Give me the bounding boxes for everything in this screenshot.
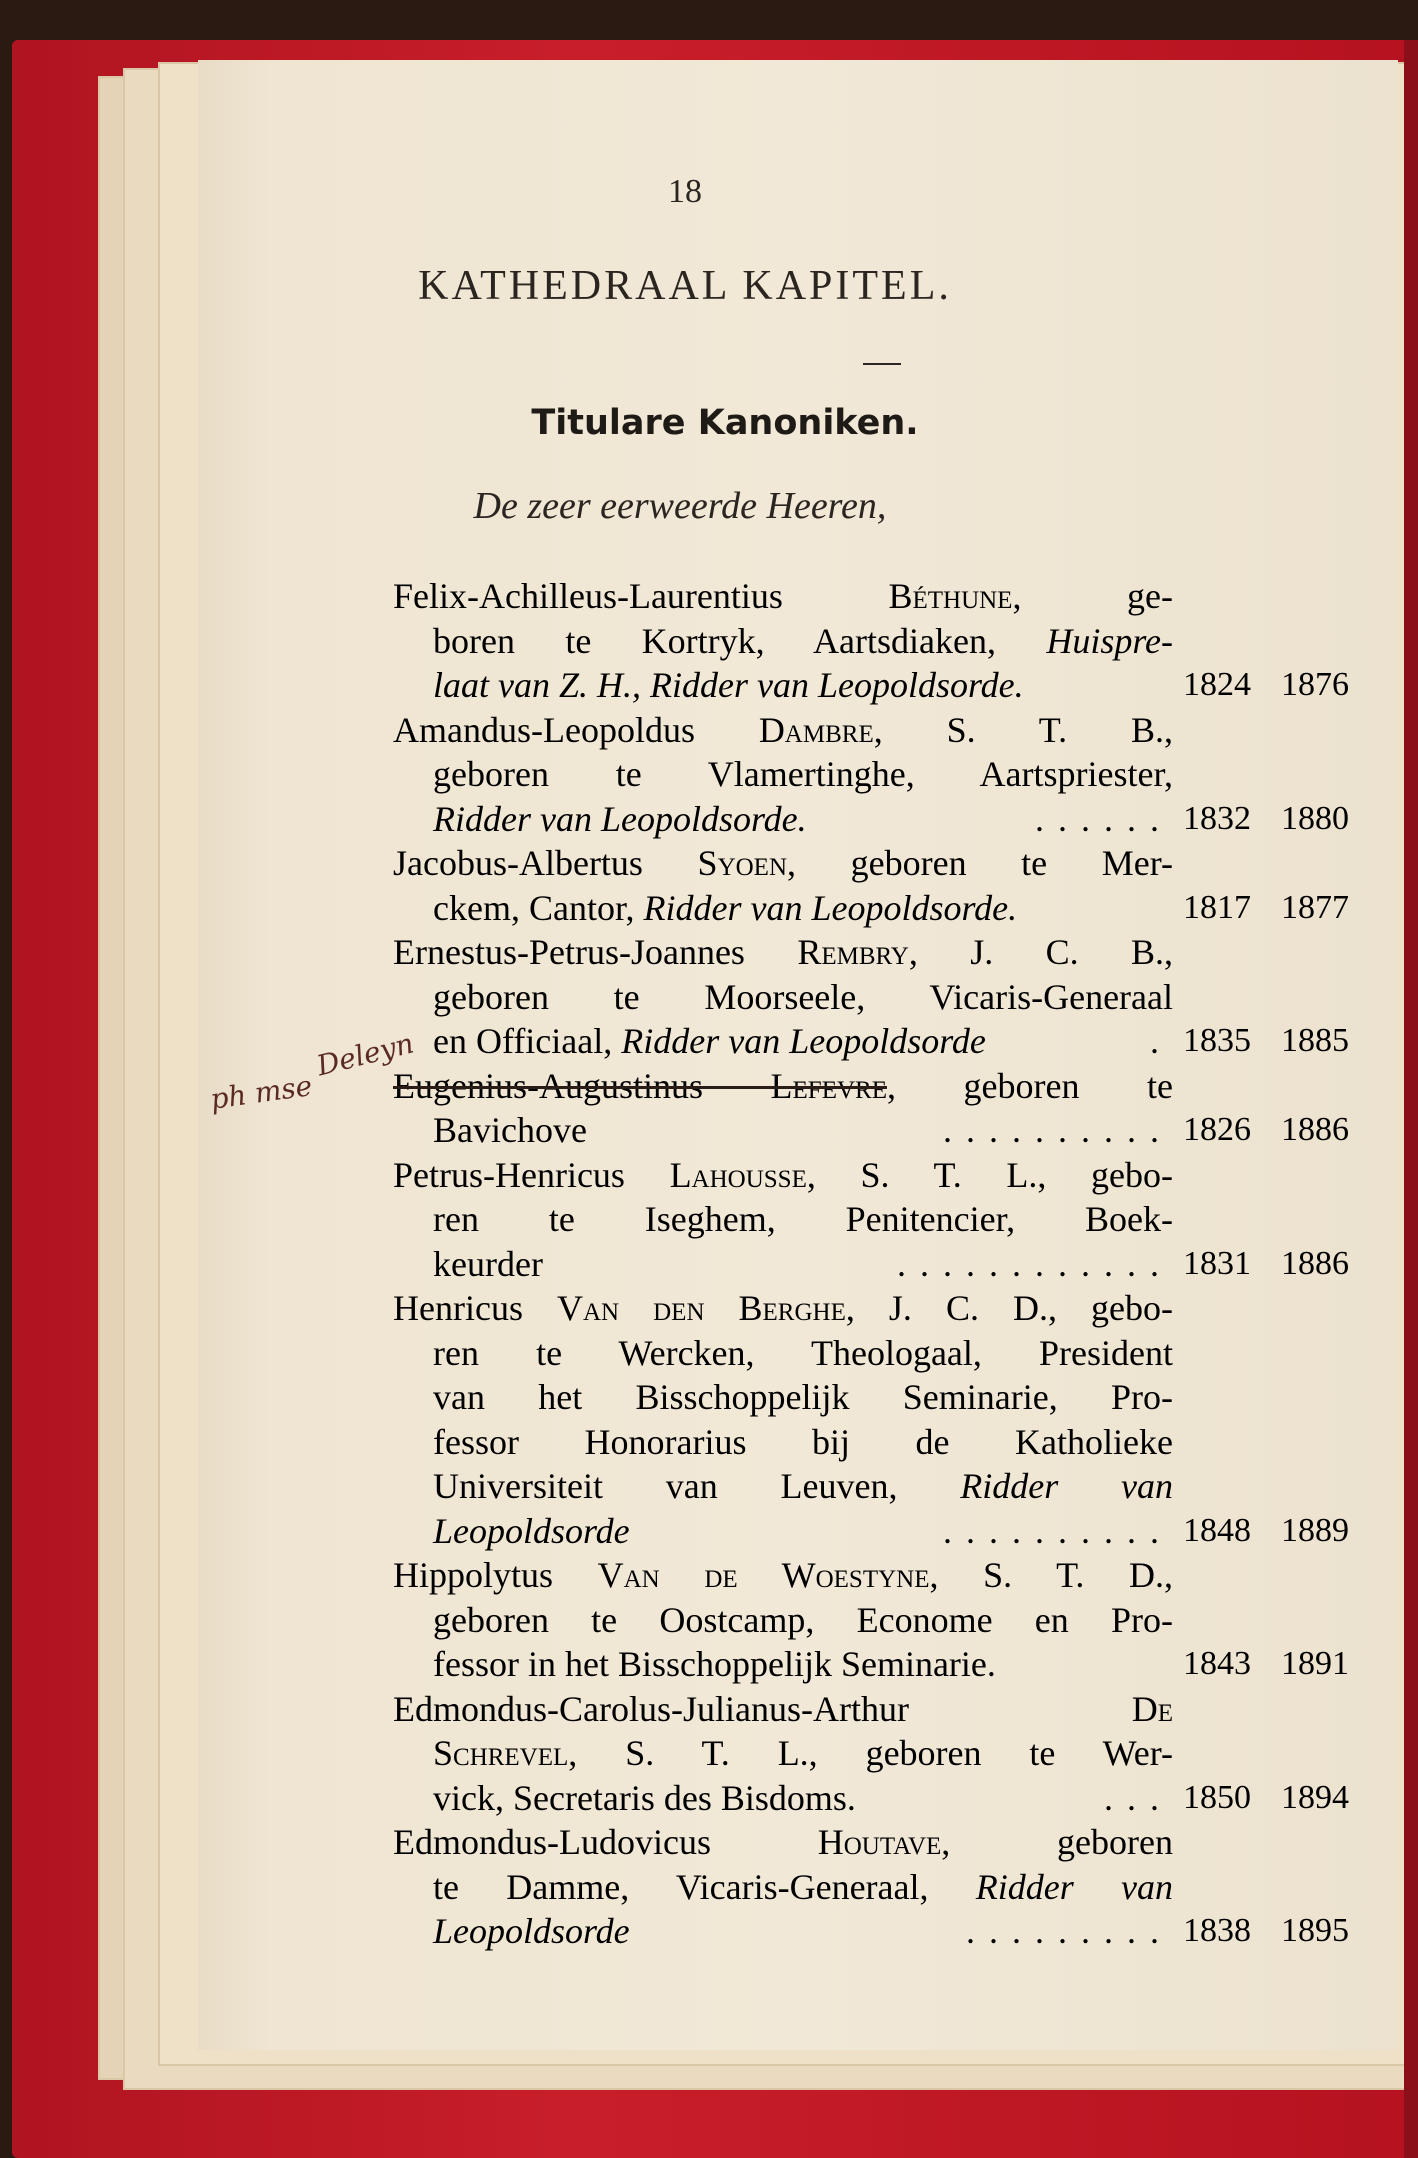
appointment-year: 1885	[1281, 1022, 1349, 1059]
entry-text	[433, 1909, 630, 1954]
entry-text	[393, 930, 1173, 975]
entry-text	[433, 1375, 1173, 1420]
entry-line	[393, 1687, 1173, 1732]
text-run: Huispre-	[1046, 620, 1173, 661]
text-run: keurder	[433, 1243, 543, 1284]
text-run: Ridder van Leopoldsorde	[621, 1021, 986, 1061]
entry-text	[433, 1509, 630, 1554]
text-run: geboren te Moorseele, Vicaris-Generaal	[433, 976, 1173, 1017]
text-run: , J. C. B.,	[908, 932, 1173, 972]
text-run: Van de Woestyne	[597, 1555, 930, 1595]
entry-line	[393, 1420, 1173, 1465]
text-run: Ernestus-Petrus-Joannes	[393, 932, 798, 972]
entry-text	[433, 1420, 1173, 1465]
text-run: Edmondus-Ludovicus	[393, 1822, 818, 1862]
text-run: Dambre	[758, 709, 874, 750]
text-run: te Damme, Vicaris-Generaal,	[433, 1866, 976, 1907]
text-run: ren te Wercken, Theologaal, President	[433, 1332, 1173, 1373]
entry-line	[393, 619, 1173, 664]
appointment-year: 1889	[1281, 1511, 1349, 1549]
birth-year: 1817	[1183, 888, 1251, 926]
section-title: Titulare Kanoniken.	[531, 403, 919, 443]
text-run: Lahousse	[669, 1154, 807, 1195]
entry-line	[393, 574, 1173, 619]
entry-text	[393, 1820, 1173, 1865]
entry-years	[1183, 1019, 1383, 1064]
entry-line	[393, 1197, 1173, 1242]
text-run: Amandus-Leopoldus	[393, 709, 759, 750]
appointment-year: 1895	[1281, 1912, 1349, 1949]
birth-year: 1826	[1183, 1111, 1251, 1148]
entry-line	[393, 1286, 1173, 1331]
birth-year: 1848	[1183, 1511, 1251, 1549]
salutation: De zeer eerweerde Heeren,	[473, 485, 887, 527]
entry-years	[1183, 797, 1383, 842]
text-run: De	[1131, 1688, 1173, 1729]
entry-line	[393, 1776, 1349, 1821]
text-run: Lefevre	[770, 1065, 887, 1106]
text-run: Leopoldsorde	[433, 1911, 630, 1951]
entry-years	[1183, 1509, 1383, 1554]
appointment-year: 1877	[1281, 888, 1349, 926]
text-run: fessor in het Bisschoppelijk Seminarie.	[433, 1644, 996, 1684]
text-run: Ridder van	[975, 1866, 1173, 1907]
entry-years	[1183, 1909, 1383, 1954]
entry-line	[393, 1108, 1349, 1153]
entry-line	[393, 752, 1173, 797]
leader-dots: ......	[1035, 798, 1173, 839]
entry-text	[433, 1865, 1173, 1910]
entry-text	[433, 1331, 1173, 1376]
text-run: Leopoldsorde	[433, 1510, 630, 1551]
text-run: , geboren	[941, 1822, 1173, 1862]
entry-text	[433, 1197, 1173, 1242]
birth-year: 1838	[1183, 1912, 1251, 1949]
entry-text	[393, 708, 1173, 753]
list-item	[393, 1153, 1383, 1287]
text-run: Schrevel	[433, 1733, 569, 1773]
text-run: boren te Kortryk, Aartsdiaken,	[433, 620, 1047, 661]
title-rule	[863, 363, 901, 365]
birth-year: 1831	[1183, 1244, 1251, 1282]
entry-line	[393, 1509, 1349, 1554]
entry-line	[393, 1064, 1173, 1109]
text-run: , ge-	[1012, 576, 1173, 616]
leader-dots: ............	[897, 1243, 1173, 1284]
text-run: en Officiaal,	[433, 1021, 622, 1061]
text-run: Houtave	[817, 1822, 942, 1862]
appointment-year: 1886	[1281, 1244, 1349, 1282]
canon-list	[393, 574, 1383, 1954]
entry-line	[393, 1642, 1349, 1687]
entry-text	[393, 1153, 1173, 1198]
entry-line	[393, 1464, 1173, 1509]
entry-text	[393, 1286, 1173, 1331]
leader-dots: .........	[966, 1911, 1173, 1951]
entry-line	[393, 1731, 1173, 1776]
leader-dots: ..........	[943, 1110, 1173, 1150]
page-number: 18	[668, 173, 702, 210]
text-run: Hippolytus	[393, 1555, 598, 1595]
entry-years	[1183, 1776, 1383, 1821]
entry-years	[1183, 1642, 1383, 1687]
entry-text	[433, 1776, 856, 1821]
entry-years	[1183, 663, 1383, 708]
text-run: vick, Secretaris des Bisdoms.	[433, 1777, 856, 1818]
text-run: geboren te Vlamertinghe, Aartspriester,	[433, 754, 1173, 794]
list-item	[393, 1553, 1383, 1687]
entry-text	[433, 1731, 1173, 1776]
text-run: Ridder van Leopoldsorde.	[643, 887, 1018, 928]
entry-line	[393, 1820, 1173, 1865]
text-run: Ridder van Leopoldsorde.	[433, 798, 807, 839]
entry-text	[433, 1242, 543, 1287]
text-run: laat van Z. H., Ridder van Leopoldsorde.	[433, 665, 1024, 705]
text-run: Rembry	[797, 932, 909, 972]
text-run: , geboren te Mer-	[787, 843, 1173, 883]
entry-text	[433, 1019, 986, 1064]
birth-year: 1832	[1183, 799, 1251, 837]
text-run: Syoen	[697, 843, 788, 883]
entry-text	[433, 1642, 996, 1687]
text-run: ckem, Cantor,	[433, 887, 644, 928]
appointment-year: 1894	[1281, 1778, 1349, 1816]
text-run: Bavichove	[433, 1110, 587, 1150]
entry-text	[433, 975, 1173, 1020]
birth-year: 1824	[1183, 666, 1251, 703]
list-item	[393, 708, 1383, 842]
handwritten-margin-note: ph mse	[208, 1069, 315, 1116]
entry-line	[393, 841, 1173, 886]
text-run: Petrus-Henricus	[393, 1154, 670, 1195]
appointment-year: 1880	[1281, 799, 1349, 837]
appointment-year: 1886	[1281, 1111, 1349, 1148]
list-item	[393, 574, 1383, 708]
entry-line	[393, 1242, 1349, 1287]
appointment-year: 1876	[1281, 666, 1349, 703]
list-item	[393, 1064, 1383, 1153]
entry-line	[393, 1331, 1173, 1376]
entry-line	[393, 1865, 1173, 1910]
entry-text	[393, 1687, 1173, 1732]
list-item	[393, 930, 1383, 1064]
entry-text	[433, 619, 1173, 664]
entry-text	[393, 841, 1173, 886]
text-run: Felix-Achilleus-Laurentius	[393, 576, 889, 616]
entry-line	[393, 886, 1349, 931]
entry-line	[393, 1375, 1173, 1420]
entry-line	[393, 930, 1173, 975]
text-run: Universiteit van Leuven,	[433, 1466, 961, 1506]
text-run: , S. T. D.,	[929, 1555, 1173, 1595]
entry-text	[433, 1464, 1173, 1509]
entry-text	[393, 574, 1173, 619]
text-run: , S. T. B.,	[873, 709, 1173, 750]
handwritten-correction: Deleyn	[313, 1026, 417, 1083]
entry-line	[393, 1019, 1349, 1064]
text-run: van het Bisschoppelijk Seminarie, Pro-	[433, 1377, 1173, 1417]
entry-line	[393, 1153, 1173, 1198]
entry-line	[393, 1909, 1349, 1954]
entry-text	[433, 752, 1173, 797]
entry-text	[433, 797, 807, 842]
list-item	[393, 1687, 1383, 1821]
entry-years	[1183, 1108, 1383, 1153]
list-item	[393, 1286, 1383, 1553]
entry-line	[393, 975, 1173, 1020]
entry-text	[433, 886, 1017, 931]
list-item	[393, 1820, 1383, 1954]
text-run: ren te Iseghem, Penitencier, Boek-	[433, 1199, 1173, 1239]
text-run: , S. T. L., gebo-	[806, 1154, 1173, 1195]
entry-line	[393, 1598, 1173, 1643]
text-run: , geboren te	[886, 1065, 1173, 1106]
birth-year: 1843	[1183, 1645, 1251, 1682]
cover-edge	[1404, 40, 1418, 2158]
list-item	[393, 841, 1383, 930]
text-run: , J. C. D., gebo-	[845, 1288, 1173, 1328]
entry-line	[393, 797, 1349, 842]
text-run: Jacobus-Albertus	[393, 843, 698, 883]
text-run: Béthune	[888, 576, 1013, 616]
birth-year: 1835	[1183, 1022, 1251, 1059]
entry-line	[393, 1553, 1173, 1598]
text-run: geboren te Oostcamp, Econome en Pro-	[433, 1599, 1173, 1640]
entry-line	[393, 708, 1173, 753]
entry-text	[393, 1553, 1173, 1598]
leader-dots: .	[1150, 1021, 1173, 1061]
entry-text	[393, 1064, 1173, 1109]
text-run: Edmondus-Carolus-Julianus-Arthur	[393, 1688, 1132, 1729]
text-run: fessor Honorarius bij de Katholieke	[433, 1421, 1173, 1462]
entry-text	[433, 663, 1024, 708]
chapter-title: KATHEDRAAL KAPITEL.	[418, 263, 952, 309]
entry-years	[1183, 1242, 1383, 1287]
leader-dots: ..........	[943, 1510, 1173, 1551]
entry-years	[1183, 886, 1383, 931]
text-run: Eugenius-Augustinus	[393, 1065, 771, 1106]
birth-year: 1850	[1183, 1778, 1251, 1816]
entry-line	[393, 663, 1349, 708]
appointment-year: 1891	[1281, 1645, 1349, 1682]
text-run: Ridder van	[960, 1466, 1173, 1506]
leader-dots: ...	[1104, 1777, 1173, 1818]
entry-text	[433, 1598, 1173, 1643]
text-run: Henricus	[393, 1288, 557, 1328]
text-run: , S. T. L., geboren te Wer-	[568, 1733, 1173, 1773]
text-run: Van den Berghe	[556, 1288, 846, 1328]
entry-text	[433, 1108, 587, 1153]
